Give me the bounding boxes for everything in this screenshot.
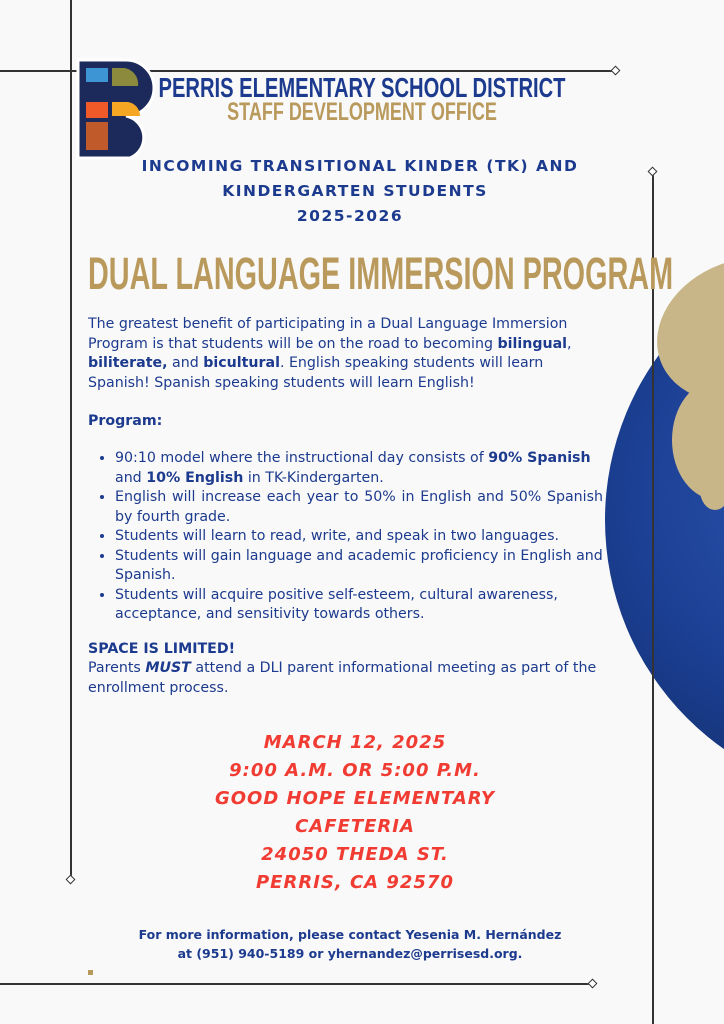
list-item: • 90:10 model where the instructional day consists of 90% Spanish and 10% English in TK-Kindergarten. bbox=[115, 449, 603, 488]
subtitle-line2: KINDERGARTEN STUDENTS bbox=[222, 182, 488, 200]
list-item: • Students will learn to read, write, and speak in two languages. bbox=[115, 527, 603, 547]
event-room: CAFETERIA bbox=[295, 816, 415, 837]
district-name: PERRIS ELEMENTARY SCHOOL DISTRICT bbox=[158, 72, 566, 103]
contact-info bbox=[100, 925, 600, 963]
list-item: • English will increase each year to 50% in English and 50% Spanish by fourth grade. bbox=[115, 488, 603, 527]
event-street: 24050 THEDA ST. bbox=[261, 844, 449, 865]
program-list bbox=[88, 449, 603, 625]
subtitle-line1: INCOMING TRANSITIONAL KINDER (TK) AND bbox=[141, 157, 579, 175]
intro-paragraph: The greatest benefit of participating in a Dual Language Immersion Program is that students will be on the road to becoming bilingual, biliterate, and bicultural. English speaking students will learn Spanish! Spanish speaking students will learn English! bbox=[88, 316, 572, 391]
contact-line2: at (951) 940-5189 or yhernandez@perrisesd.org. bbox=[177, 946, 523, 961]
line-end-dot bbox=[588, 979, 598, 989]
globe-graphic bbox=[605, 240, 724, 800]
frame-line bbox=[70, 0, 72, 880]
event-date: MARCH 12, 2025 bbox=[263, 732, 447, 753]
event-location: GOOD HOPE ELEMENTARY bbox=[214, 788, 496, 809]
contact-line1: For more information, please contact Yesenia M. Hernández bbox=[138, 927, 562, 942]
event-time: 9:00 A.M. OR 5:00 P.M. bbox=[229, 760, 481, 781]
subtitle-year: 2025-2026 bbox=[296, 207, 404, 225]
frame-line bbox=[0, 983, 592, 985]
line-end-dot bbox=[648, 167, 658, 177]
page-title: DUAL LANGUAGE IMMERSION PROGRAM bbox=[88, 248, 674, 299]
list-item: • Students will acquire positive self-esteem, cultural awareness, acceptance, and sensitivity towards others. bbox=[115, 586, 603, 625]
program-heading: Program: bbox=[88, 413, 163, 429]
line-end-dot bbox=[66, 875, 76, 885]
limited-heading: SPACE IS LIMITED! bbox=[88, 641, 236, 657]
office-name: STAFF DEVELOPMENT OFFICE bbox=[227, 98, 497, 126]
decor-square bbox=[88, 970, 93, 975]
event-city: PERRIS, CA 92570 bbox=[255, 872, 454, 893]
list-item: • Students will gain language and academic proficiency in English and Spanish. bbox=[115, 547, 603, 586]
limited-text: Parents MUST attend a DLI parent informational meeting as part of the enrollment process. bbox=[88, 660, 597, 696]
event-details bbox=[150, 729, 560, 897]
